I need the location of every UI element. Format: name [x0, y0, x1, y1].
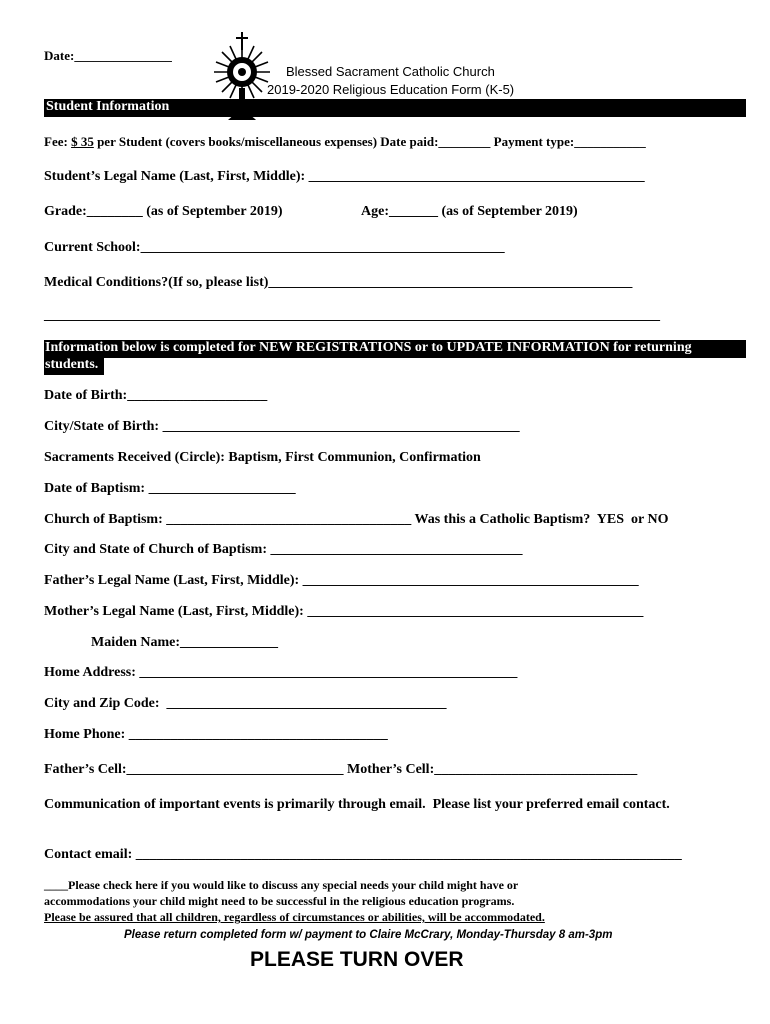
fee-line[interactable] [44, 134, 646, 150]
monstrance-icon [200, 12, 268, 104]
fee-rest: per Student (covers books/miscellaneous expenses) Date paid:________ Payment type:___________ [93, 134, 646, 149]
birth-place-field[interactable]: City/State of Birth: ___________________________________________________ [44, 419, 520, 434]
home-phone-field[interactable]: Home Phone: _____________________________________ [44, 727, 388, 742]
baptism-church-field[interactable]: Church of Baptism: ___________________________________ Was this a Catholic Baptism? YES or NO [44, 512, 669, 527]
baptism-date-field[interactable]: Date of Baptism: _____________________ [44, 481, 296, 496]
contact-email-field[interactable]: Contact email: ______________________________________________________________________________ [44, 847, 682, 862]
church-name: Blessed Sacrament Catholic Church [286, 64, 495, 79]
age-field[interactable]: Age:_______ (as of September 2019) [361, 204, 578, 219]
home-address-field[interactable]: Home Address: ______________________________________________________ [44, 665, 518, 680]
registration-banner-line2: students. [45, 357, 99, 372]
accommodation-note: Please be assured that all children, regardless of circumstances or abilities, will be accommodated. [44, 910, 545, 924]
parent-cell-fields[interactable]: Father’s Cell:_______________________________ Mother’s Cell:_____________________________ [44, 762, 638, 777]
student-info-heading: Student Information [46, 99, 170, 114]
father-name-field[interactable]: Father’s Legal Name (Last, First, Middle): ________________________________________________ [44, 573, 639, 588]
date-field[interactable]: Date:_______________ [44, 48, 172, 63]
special-needs-text: accommodations your child might need to be successful in the religious education programs. [44, 894, 515, 908]
date-of-birth-field[interactable]: Date of Birth:____________________ [44, 388, 268, 403]
special-needs-checkbox[interactable]: ____Please check here if you would like to discuss any special needs your child might have or [44, 878, 519, 892]
form-title: 2019-2020 Religious Education Form (K-5) [267, 82, 515, 97]
turn-over-note: PLEASE TURN OVER [250, 948, 464, 971]
student-legal-name-field[interactable]: Student’s Legal Name (Last, First, Middle): ________________________________________________ [44, 169, 645, 184]
city-zip-field[interactable]: City and Zip Code: ________________________________________ [44, 696, 447, 711]
current-school-field[interactable]: Current School:____________________________________________________ [44, 240, 505, 255]
maiden-name-field[interactable]: Maiden Name:______________ [91, 635, 279, 650]
medical-conditions-field[interactable]: Medical Conditions?(If so, please list)____________________________________________________ [44, 275, 633, 290]
medical-conditions-line2[interactable]: ________________________________________________________________________________________ [44, 308, 660, 323]
fee-prefix: Fee: [44, 134, 68, 149]
registration-banner-line1: Information below is completed for NEW REGISTRATIONS or to UPDATE INFORMATION for returning [45, 340, 692, 355]
communication-note: Communication of important events is primarily through email. Please list your preferred email contact. [44, 797, 670, 812]
return-note: Please return completed form w/ payment to Claire McCrary, Monday-Thursday 8 am-3pm [124, 929, 613, 941]
sacraments-received[interactable]: Sacraments Received (Circle): Baptism, First Communion, Confirmation [44, 450, 481, 465]
baptism-city-field[interactable]: City and State of Church of Baptism: ____________________________________ [44, 542, 523, 557]
fee-amount: $ 35 [71, 134, 94, 149]
mother-name-field[interactable]: Mother’s Legal Name (Last, First, Middle): ________________________________________________ [44, 604, 644, 619]
grade-field[interactable]: Grade:________ (as of September 2019) [44, 204, 283, 219]
